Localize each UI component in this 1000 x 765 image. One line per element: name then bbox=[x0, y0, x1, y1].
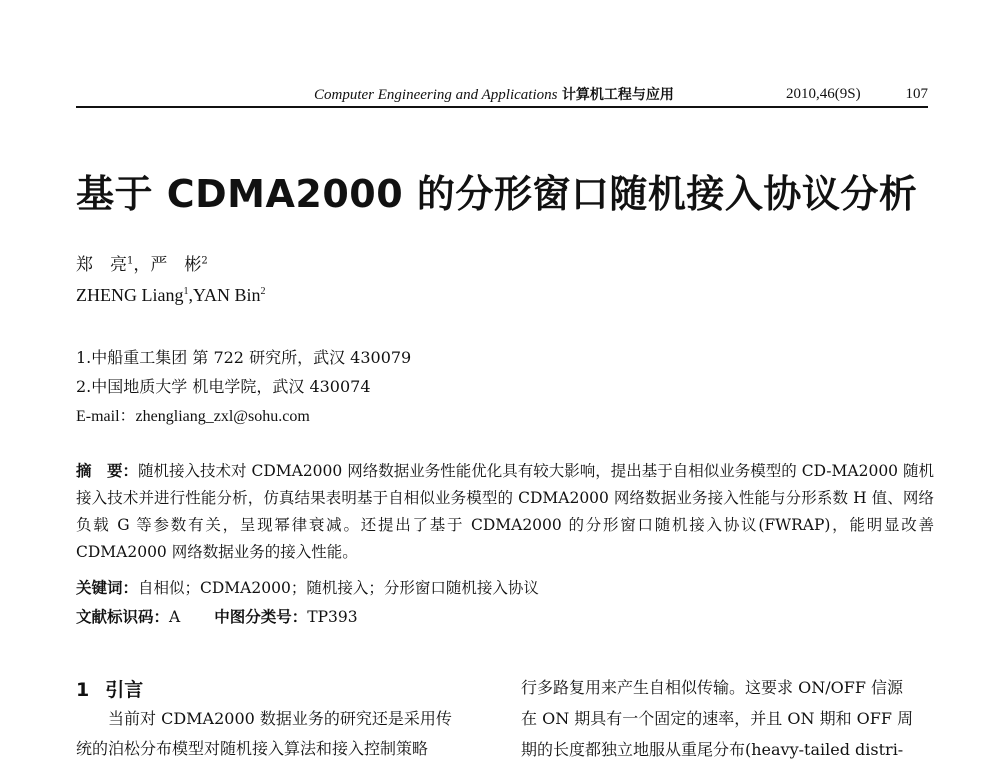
right-column-line: 期的长度都独立地服从重尾分布(heavy-tailed distri- bbox=[521, 740, 904, 759]
left-column-text bbox=[76, 704, 494, 764]
keywords bbox=[76, 576, 539, 598]
running-head bbox=[76, 78, 928, 108]
author-2-cn: 严 彬 bbox=[150, 255, 202, 275]
author-1-affil-mark: 1 bbox=[127, 255, 134, 267]
authors-chinese bbox=[76, 250, 208, 275]
journal-name bbox=[314, 84, 674, 104]
issue-number: 2010,46(9S) bbox=[786, 86, 861, 102]
section-number: 1 bbox=[76, 679, 90, 701]
keywords-label: 关键词： bbox=[76, 579, 139, 597]
section-title: 引言 bbox=[105, 679, 144, 701]
abstract bbox=[76, 458, 934, 566]
author-2-en: YAN Bin bbox=[192, 285, 261, 305]
authors-english bbox=[76, 285, 266, 306]
author-en-separator: , bbox=[188, 285, 193, 305]
journal-name-cn: 计算机工程与应用 bbox=[561, 87, 674, 103]
section-heading bbox=[76, 675, 143, 702]
doc-code-value: A bbox=[169, 608, 181, 626]
paper-title: 基于 CDMA2000 的分形窗口随机接入协议分析 bbox=[76, 172, 918, 216]
doc-code-label: 文献标识码： bbox=[76, 608, 170, 626]
left-column-line: 当前对 CDMA2000 数据业务的研究还是采用传 bbox=[108, 709, 452, 728]
right-column-text bbox=[521, 672, 934, 765]
author-1-en-affil-mark: 1 bbox=[183, 286, 189, 297]
author-2-en-affil-mark: 2 bbox=[260, 286, 266, 297]
class-code-value: TP393 bbox=[307, 608, 358, 626]
journal-name-en: Computer Engineering and Applications bbox=[314, 87, 558, 103]
page-number: 107 bbox=[905, 86, 928, 102]
left-column-line: 统的泊松分布模型对随机接入算法和接入控制策略 bbox=[76, 739, 429, 758]
right-column-line: 在 ON 期具有一个固定的速率，并且 ON 期和 OFF 周 bbox=[521, 709, 914, 728]
author-2-affil-mark: 2 bbox=[201, 255, 208, 267]
abstract-label: 摘 要： bbox=[76, 462, 139, 480]
keywords-text: 自相似；CDMA2000；随机接入；分形窗口随机接入协议 bbox=[138, 579, 539, 597]
class-code-label: 中图分类号： bbox=[214, 608, 308, 626]
right-column-line: 行多路复用来产生自相似传输。这要求 ON/OFF 信源 bbox=[521, 678, 904, 697]
author-1-en: ZHENG Liang bbox=[76, 285, 184, 305]
author-1-cn: 郑 亮 bbox=[76, 255, 127, 275]
author-email: E-mail：zhengliang_zxl@sohu.com bbox=[76, 408, 310, 425]
author-separator: ， bbox=[133, 255, 151, 275]
classification-codes bbox=[76, 605, 358, 627]
abstract-text: 随机接入技术对 CDMA2000 网络数据业务性能优化具有较大影响，提出基于自相似业务模型的 CD-MA2000 随机接入技术并进行性能分析，仿真结果表明基于自相似业务模型的 CDMA2000 网络数据业务接入性能与分形系数 H 值、网络负载 G 等参数有关，呈现幂律衰减。还提出了基于 CDMA2000 的分形窗口随机接入协议(FWRAP)，能明显改善 CDMA2000 网络数据业务的接入性能。 bbox=[76, 462, 934, 561]
affiliation-2: 2.中国地质大学 机电学院，武汉 430074 bbox=[76, 377, 371, 396]
affiliation-1: 1.中船重工集团 第 722 研究所，武汉 430079 bbox=[76, 348, 412, 367]
